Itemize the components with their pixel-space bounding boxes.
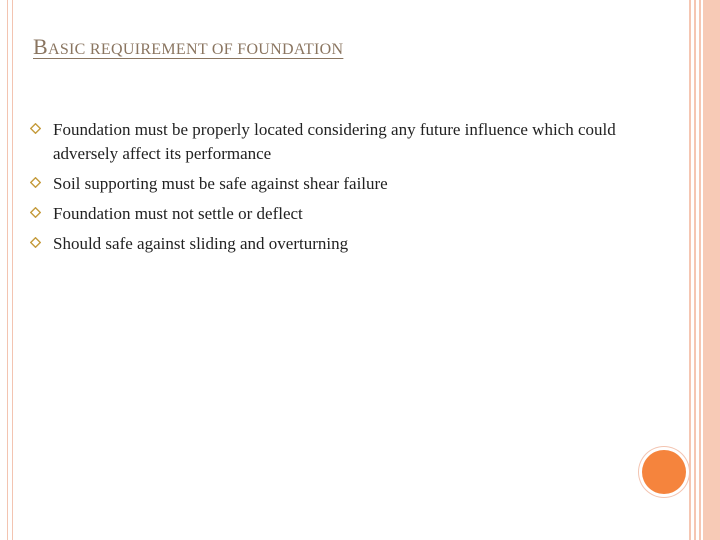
right-decorative-band — [689, 0, 720, 540]
title-first-letter: B — [33, 34, 48, 59]
band-line — [689, 0, 691, 540]
list-item — [30, 202, 680, 226]
title-rest: ASIC REQUIREMENT OF FOUNDATION — [47, 41, 344, 58]
list-item — [30, 118, 680, 166]
decorative-circle — [642, 450, 686, 494]
band-line — [694, 0, 696, 540]
hollow-diamond-icon — [30, 123, 41, 134]
list-item — [30, 232, 680, 256]
list-item — [30, 172, 680, 196]
hollow-diamond-icon — [30, 177, 41, 188]
bullet-text: Foundation must not settle or deflect — [53, 204, 303, 223]
bullet-list — [30, 118, 680, 262]
slide-title — [33, 34, 343, 60]
hollow-diamond-icon — [30, 237, 41, 248]
band-line — [699, 0, 701, 540]
bullet-text: Foundation must be properly located considering any future influence which could adversely affect its performance — [53, 120, 616, 163]
hollow-diamond-icon — [30, 207, 41, 218]
bullet-text: Soil supporting must be safe against shear failure — [53, 174, 388, 193]
bullet-text: Should safe against sliding and overturning — [53, 234, 349, 253]
left-border-strip — [0, 0, 13, 540]
band-fill — [703, 0, 720, 540]
